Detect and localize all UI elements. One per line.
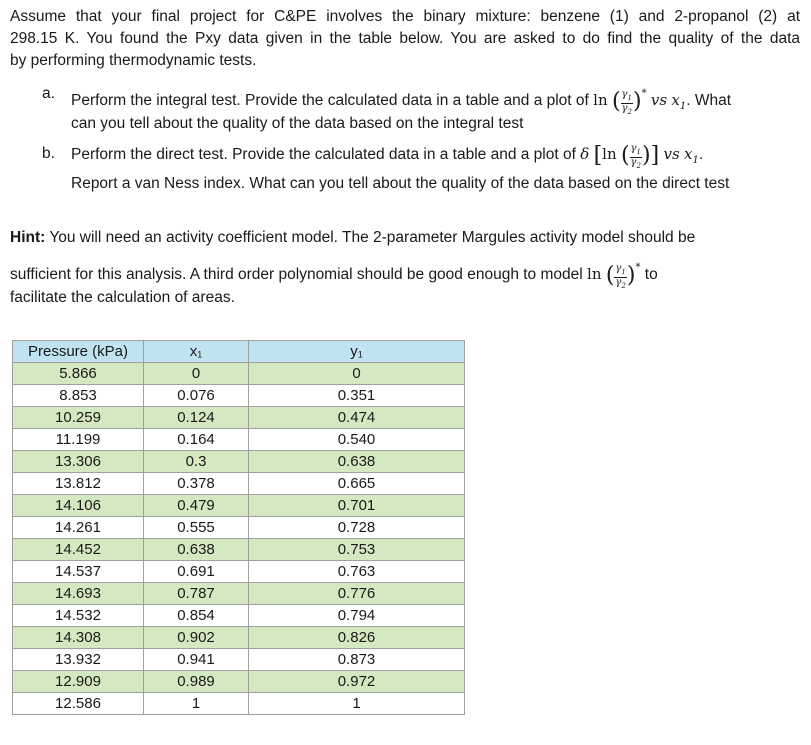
y1-cell: 0.826 [249, 627, 465, 649]
y1-cell: 0.540 [249, 429, 465, 451]
y1-cell: 0.763 [249, 561, 465, 583]
x1-cell: 0.638 [144, 539, 249, 561]
table-row [13, 451, 465, 473]
x1-cell: 0.989 [144, 671, 249, 693]
y1-cell: 0 [249, 363, 465, 385]
delta-symbol: δ [580, 145, 590, 163]
intro-line-2: 298.15 K. You found the Pxy data given in the table below. You are asked to do find the quality of the data [10, 30, 800, 47]
item-b-tail: . [698, 146, 704, 163]
table-row [13, 385, 465, 407]
y1-cell: 0.638 [249, 451, 465, 473]
item-b-text: Perform the direct test. Provide the calculated data in a table and a plot of [71, 146, 576, 163]
table-header-row [13, 341, 465, 363]
y1-cell: 0.794 [249, 605, 465, 627]
x1-cell: 0.787 [144, 583, 249, 605]
pressure-cell: 12.909 [13, 671, 144, 693]
x1-cell: 0.378 [144, 473, 249, 495]
gamma-ratio-hint: $\frac{\gamma_1}{\gamma_2}$ [615, 263, 626, 290]
x1-cell: 0.124 [144, 407, 249, 429]
x1-cell: 0.854 [144, 605, 249, 627]
x1-cell: 0.691 [144, 561, 249, 583]
paren-open: ( [611, 89, 621, 114]
paren-close: ) [632, 89, 642, 114]
pressure-cell: 13.306 [13, 451, 144, 473]
item-letter-a: a. [42, 85, 55, 102]
table-row [13, 671, 465, 693]
item-a-line-1 [71, 83, 794, 116]
item-body-a [71, 83, 794, 143]
star-symbol: * [641, 88, 647, 99]
paren-close-b: ) [642, 143, 651, 168]
pressure-cell: 5.866 [13, 363, 144, 385]
header-pressure: Pressure (kPa) [13, 341, 144, 363]
intro-line-1: Assume that your final project for C&PE involves the binary mixture: benzene (1) and 2-propanol (2) at [10, 8, 800, 25]
x1-symbol-b: $x_1$ [683, 145, 699, 166]
bracket-open: [ [593, 143, 603, 168]
table-row [13, 473, 465, 495]
y1-cell: 0.701 [249, 495, 465, 517]
gamma-ratio: $\frac{\gamma_1}{\gamma_2}$ [621, 89, 632, 116]
ln-symbol: ln [593, 91, 608, 109]
vs-text-b: vs [663, 145, 680, 163]
vs-text: vs [650, 91, 668, 109]
x1-cell: 0.076 [144, 385, 249, 407]
table-row [13, 583, 465, 605]
ln-symbol-b: ln [602, 145, 617, 163]
hint-line-2: sufficient for this analysis. A third order polynomial should be good enough to model ln ( $\frac{\gamma_1}{\gamma_2}$ )* to [10, 262, 658, 290]
y1-cell: 0.972 [249, 671, 465, 693]
x1-cell: 0.941 [144, 649, 249, 671]
intro-line-3: by performing thermodynamic tests. [10, 52, 257, 69]
intro-paragraph [10, 6, 800, 72]
bracket-close: ] [650, 143, 660, 168]
hint-line-3: facilitate the calculation of areas. [10, 289, 235, 306]
ln-symbol-hint: ln [587, 265, 602, 283]
item-a-line-2: can you tell about the quality of the data based on the integral test [71, 115, 524, 132]
table-row [13, 363, 465, 385]
pressure-cell: 14.308 [13, 627, 144, 649]
x1-cell: 0.902 [144, 627, 249, 649]
hint-line-1: Hint: You will need an activity coefficient model. The 2-parameter Margules activity model should be [10, 229, 696, 246]
y1-cell: 0.351 [249, 385, 465, 407]
x1-cell: 0 [144, 363, 249, 385]
pressure-cell: 14.693 [13, 583, 144, 605]
gamma-ratio-b: $\frac{\gamma_1}{\gamma_2}$ [630, 143, 641, 170]
paren-close-hint: ) [626, 263, 636, 288]
table-body [13, 363, 465, 715]
table-row [13, 407, 465, 429]
item-letter-b: b. [42, 145, 55, 162]
paren-open-b: ( [620, 143, 630, 168]
hint-paragraph [10, 227, 800, 317]
table-row [13, 649, 465, 671]
x1-cell: 1 [144, 693, 249, 715]
pressure-cell: 14.452 [13, 539, 144, 561]
y1-cell: 0.753 [249, 539, 465, 561]
y1-cell: 0.474 [249, 407, 465, 429]
table-row [13, 605, 465, 627]
item-b-line-1 [71, 143, 794, 173]
y1-cell: 0.873 [249, 649, 465, 671]
table-row [13, 539, 465, 561]
header-x1: x₁ [144, 341, 249, 363]
pressure-cell: 14.532 [13, 605, 144, 627]
item-a-text: Perform the integral test. Provide the calculated data in a table and a plot of [71, 92, 589, 109]
table-row [13, 495, 465, 517]
y1-cell: 1 [249, 693, 465, 715]
pressure-cell: 12.586 [13, 693, 144, 715]
table-row [13, 517, 465, 539]
star-symbol-hint: * [635, 262, 641, 273]
y1-cell: 0.665 [249, 473, 465, 495]
y1-cell: 0.776 [249, 583, 465, 605]
x1-symbol: $x_1$ [671, 91, 687, 112]
table-row [13, 693, 465, 715]
item-body-b [71, 143, 794, 203]
pressure-cell: 8.853 [13, 385, 144, 407]
pressure-cell: 13.932 [13, 649, 144, 671]
x1-cell: 0.479 [144, 495, 249, 517]
pressure-cell: 14.537 [13, 561, 144, 583]
pressure-cell: 14.106 [13, 495, 144, 517]
pressure-cell: 10.259 [13, 407, 144, 429]
x1-cell: 0.164 [144, 429, 249, 451]
hint-label: Hint: [10, 229, 46, 246]
paren-open-hint: ( [605, 263, 615, 288]
table-row [13, 627, 465, 649]
x1-cell: 0.3 [144, 451, 249, 473]
item-a-tail: . What [686, 92, 732, 109]
pxy-data-table [12, 340, 465, 715]
item-b-line-2: Report a van Ness index. What can you tell about the quality of the data based on the direct test [71, 175, 730, 192]
x1-cell: 0.555 [144, 517, 249, 539]
pressure-cell: 13.812 [13, 473, 144, 495]
table-row [13, 429, 465, 451]
pressure-cell: 11.199 [13, 429, 144, 451]
header-y1: y₁ [249, 341, 465, 363]
y1-cell: 0.728 [249, 517, 465, 539]
pressure-cell: 14.261 [13, 517, 144, 539]
table-row [13, 561, 465, 583]
